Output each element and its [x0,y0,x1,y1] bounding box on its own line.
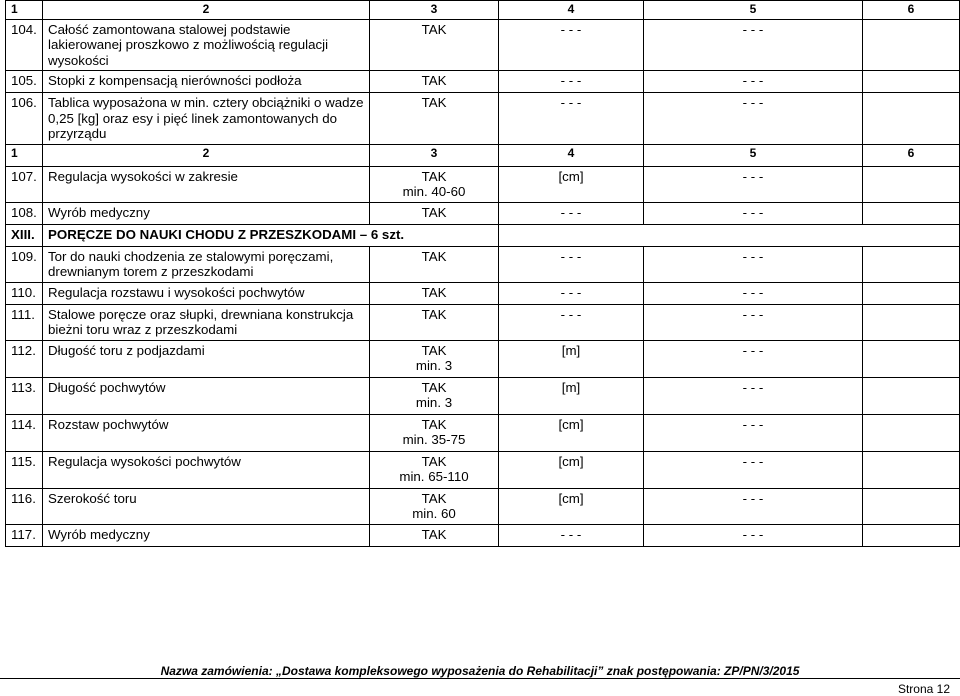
row-required [370,93,499,145]
required-value: TAK [421,21,447,37]
required-value: TAK [421,490,447,506]
specification-table [5,0,960,547]
row-description: Długość toru z podjazdami [43,340,370,377]
row-description: Stalowe poręcze oraz słupki, drewniana konstrukcja bieżni toru wraz z przeszkodami [43,304,370,340]
row-description: Regulacja wysokości pochwytów [43,451,370,488]
row-number: 110. [6,282,43,304]
required-value: TAK [421,73,447,88]
row-description: Rozstaw pochwytów [43,414,370,451]
document-footer: Nazwa zamówienia: „Dostawa kompleksowego wyposażenia do Rehabilitacji” znak postępowania: ZP/PN/3/2015 [160,664,800,678]
row-unit: [cm] [499,488,644,524]
required-value: TAK [421,379,447,395]
row-description: Szerokość toru [43,488,370,524]
section-empty-cell [499,224,960,246]
row-parameter: - - - [644,71,863,93]
row-unit: [m] [499,340,644,377]
page-number: Strona 12 [897,682,950,696]
row-required [370,282,499,304]
row-unit: - - - [499,524,644,546]
required-value: TAK [421,95,447,110]
row-unit: - - - [499,246,644,282]
row-unit: - - - [499,304,644,340]
row-unit: [m] [499,377,644,414]
required-value: TAK [421,416,447,432]
column-header-6: 6 [863,144,960,166]
table-row [6,524,960,546]
row-unit: - - - [499,71,644,93]
required-value: TAK [421,306,447,322]
row-number: 117. [6,524,43,546]
row-offered [863,524,960,546]
table-row [6,304,960,340]
row-unit: [cm] [499,166,644,202]
column-header-2: 2 [43,1,370,20]
row-parameter: - - - [644,304,863,340]
row-unit: [cm] [499,414,644,451]
required-value: TAK [421,248,447,264]
row-parameter: - - - [644,282,863,304]
minimum-value: min. 60 [412,506,456,521]
row-parameter: - - - [644,524,863,546]
row-unit: - - - [499,282,644,304]
required-value: TAK [421,284,447,300]
row-parameter: - - - [644,202,863,224]
table-row [6,282,960,304]
row-number: 108. [6,202,43,224]
required-value: TAK [421,168,447,184]
row-required [370,71,499,93]
row-offered [863,282,960,304]
row-number: 105. [6,71,43,93]
row-offered [863,202,960,224]
column-header-1: 1 [6,1,43,20]
required-value: TAK [421,453,447,469]
specification-table-body [6,1,960,547]
row-unit: - - - [499,93,644,145]
section-number: XIII. [6,224,43,246]
table-row [6,71,960,93]
row-offered [863,304,960,340]
row-required [370,377,499,414]
row-number: 104. [6,19,43,71]
table-row [6,19,960,71]
minimum-value: min. 40-60 [402,184,466,199]
column-header-4: 4 [499,1,644,20]
row-unit: - - - [499,202,644,224]
row-number: 116. [6,488,43,524]
row-offered [863,71,960,93]
row-required [370,202,499,224]
table-row [6,166,960,202]
row-description: Stopki z kompensacją nierówności podłoża [43,71,370,93]
table-row [6,488,960,524]
row-parameter: - - - [644,166,863,202]
footer-divider [0,678,960,679]
table-row [6,202,960,224]
row-required [370,19,499,71]
table-row [6,93,960,145]
row-number: 111. [6,304,43,340]
table-row [6,377,960,414]
row-parameter: - - - [644,414,863,451]
row-number: 115. [6,451,43,488]
row-parameter: - - - [644,340,863,377]
row-parameter: - - - [644,93,863,145]
column-header-6: 6 [863,1,960,20]
row-number: 106. [6,93,43,145]
row-offered [863,414,960,451]
column-header-row-repeat [6,144,960,166]
row-offered [863,166,960,202]
row-number: 113. [6,377,43,414]
row-offered [863,488,960,524]
row-parameter: - - - [644,451,863,488]
column-header-3: 3 [370,144,499,166]
row-required [370,414,499,451]
row-description: Regulacja wysokości w zakresie [43,166,370,202]
table-row [6,246,960,282]
minimum-value: min. 65-110 [399,469,469,484]
minimum-value: min. 3 [415,358,453,373]
row-description: Tor do nauki chodzenia ze stalowymi poręczami, drewnianym torem z przeszkodami [43,246,370,282]
row-offered [863,19,960,71]
row-parameter: - - - [644,19,863,71]
row-description: Wyrób medyczny [43,202,370,224]
row-required [370,524,499,546]
minimum-value: min. 3 [415,395,453,410]
row-parameter: - - - [644,246,863,282]
row-required [370,488,499,524]
required-value: TAK [421,204,447,220]
row-required [370,246,499,282]
row-parameter: - - - [644,488,863,524]
row-offered [863,93,960,145]
row-number: 107. [6,166,43,202]
column-header-5: 5 [644,144,863,166]
column-header-4: 4 [499,144,644,166]
row-required [370,304,499,340]
table-row [6,414,960,451]
row-unit: - - - [499,19,644,71]
row-description: Wyrób medyczny [43,524,370,546]
table-row [6,451,960,488]
row-offered [863,451,960,488]
row-unit: [cm] [499,451,644,488]
required-value: TAK [421,526,447,542]
row-required [370,451,499,488]
row-description: Tablica wyposażona w min. cztery obciążniki o wadze 0,25 [kg] oraz esy i pięć linek zamontowanych do przyrządu [43,93,370,145]
row-required [370,166,499,202]
row-number: 109. [6,246,43,282]
column-header-3: 3 [370,1,499,20]
column-header-5: 5 [644,1,863,20]
row-number: 112. [6,340,43,377]
column-header-row [6,1,960,20]
row-required [370,340,499,377]
row-parameter: - - - [644,377,863,414]
minimum-value: min. 35-75 [402,432,466,447]
row-description: Długość pochwytów [43,377,370,414]
row-offered [863,246,960,282]
row-description: Całość zamontowana stalowej podstawie lakierowanej proszkowo z możliwością regulacji wysokości [43,19,370,71]
row-description: Regulacja rozstawu i wysokości pochwytów [43,282,370,304]
row-offered [863,340,960,377]
row-number: 114. [6,414,43,451]
required-value: TAK [421,342,447,358]
row-offered [863,377,960,414]
column-header-2: 2 [43,144,370,166]
table-row [6,340,960,377]
section-row [6,224,960,246]
section-title: PORĘCZE DO NAUKI CHODU Z PRZESZKODAMI – 6 szt. [43,224,499,246]
column-header-1: 1 [6,144,43,166]
